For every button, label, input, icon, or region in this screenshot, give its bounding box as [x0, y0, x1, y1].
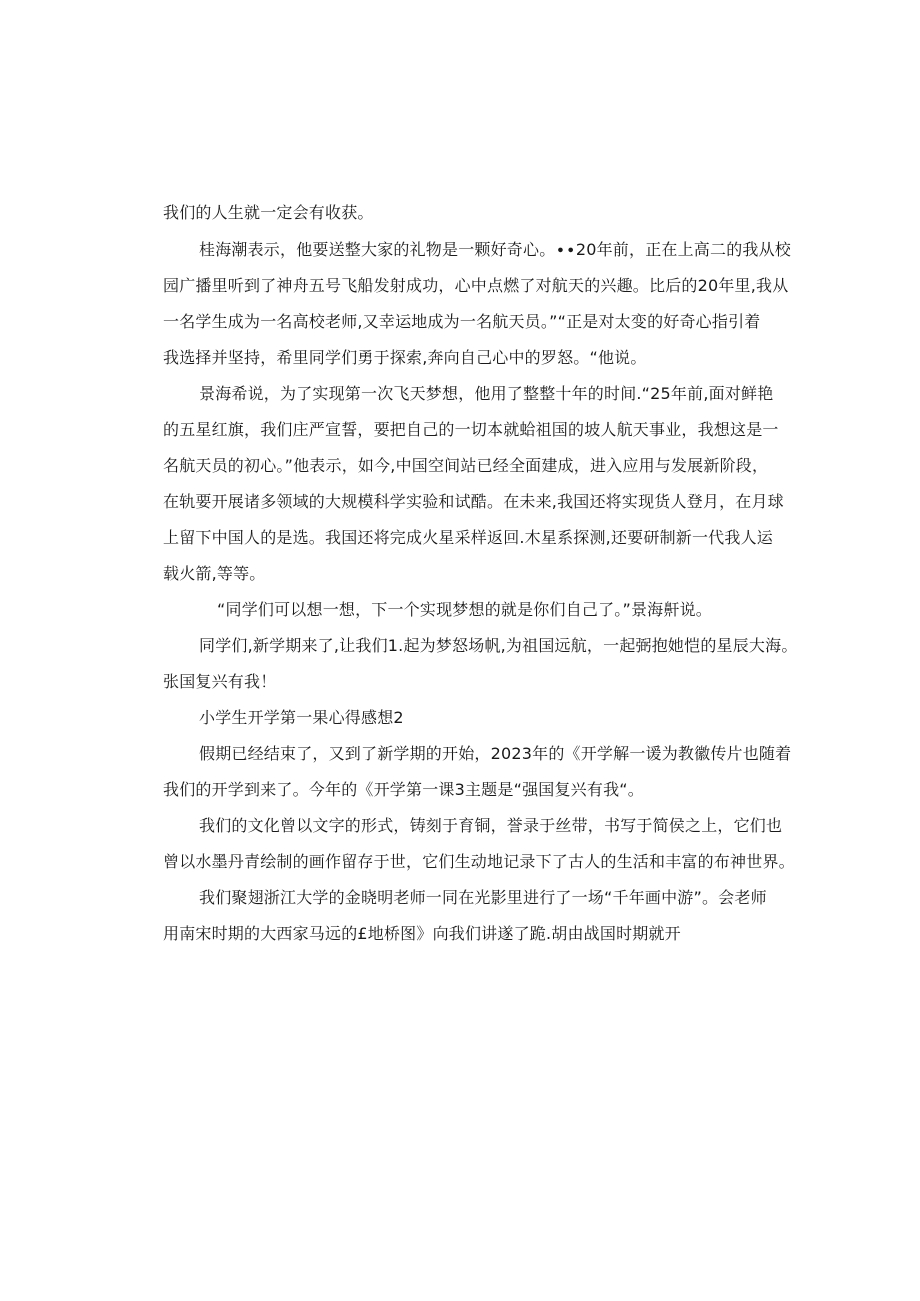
text-line-17: 我们的开学到来了。今年的《开学第一课3主题是“强国复兴有我“。 — [163, 780, 644, 799]
text-line-19: 曾以水墨丹青绘制的画作留存于世，它们生动地记录下了古人的生活和丰富的布神世界。 — [163, 852, 795, 871]
text-line-11: 载火箭,等等。 — [163, 564, 266, 583]
text-line-3: 园广播里听到了神舟五号飞船发射成功，心中点燃了对航天的兴趣。比后的20年里,我从 — [163, 276, 789, 295]
text-line-2: 桂海潮表示，他要送整大家的礼物是一颗好奇心。∙∙20年前，正在上高二的我从校 — [199, 240, 791, 259]
text-line-5: 我选择并坚持，希里同学们勇于探索,奔向自己心中的罗怒。“他说。 — [163, 348, 647, 367]
text-line-12: “同学们可以想一想，下一个实现梦想的就是你们自己了。”景海鼾说。 — [217, 600, 712, 619]
text-line-8: 名航天员的初心。”他表示，如今,中国空间站已经全面建成，进入应用与发展新阶段， — [163, 456, 769, 475]
text-line-21: 用南宋时期的大西家马远的£地桥图》向我们讲遂了跪.胡由战国时期就开 — [163, 924, 681, 943]
text-line-14: 张国复兴有我！ — [163, 672, 277, 691]
section-heading: 小学生开学第一果心得感想2 — [199, 708, 404, 727]
text-line-6: 景海希说，为了实现第一次飞天梦想，他用了整整十年的时间.“25年前,面对鲜艳 — [199, 384, 774, 403]
text-line-13: 同学们,新学期来了,让我们1.起为梦怒场帆,为祖国远航，一起弼抱她恺的星辰大海。 — [199, 636, 798, 655]
text-line-4: 一名学生成为一名高校老师,又幸运地成为一名航天员。”“正是对太变的好奇心指引着 — [163, 312, 761, 331]
text-line-10: 上留下中国人的是选。我国还将完成火星采样返回.木星系探测,还要研制新一代我人运 — [163, 528, 773, 547]
text-line-1: 我们的人生就一定会有收获。 — [163, 203, 374, 222]
text-line-16: 假期已经结束了，又到了新学期的开始，2023年的《开学解一谖为教徽传片也随着 — [199, 744, 792, 763]
text-line-7: 的五星红旗，我们庄严宣誓，要把自己的一切本就蛤祖国的坡人航天事业，我想这是一 — [163, 420, 779, 439]
text-line-20: 我们聚翅浙江大学的金晓明老师一同在光影里进行了一场“千年画中游”。会老师 — [199, 888, 767, 907]
text-line-18: 我们的文化曾以文字的形式，铸刻于育铜，誉录于丝带，书写于简侯之上，它们也 — [199, 816, 783, 835]
text-line-9: 在轨要开展诸多领域的大规模科学实验和试酷。在未来,我国还将实现货人登月，在月球 — [163, 492, 784, 511]
